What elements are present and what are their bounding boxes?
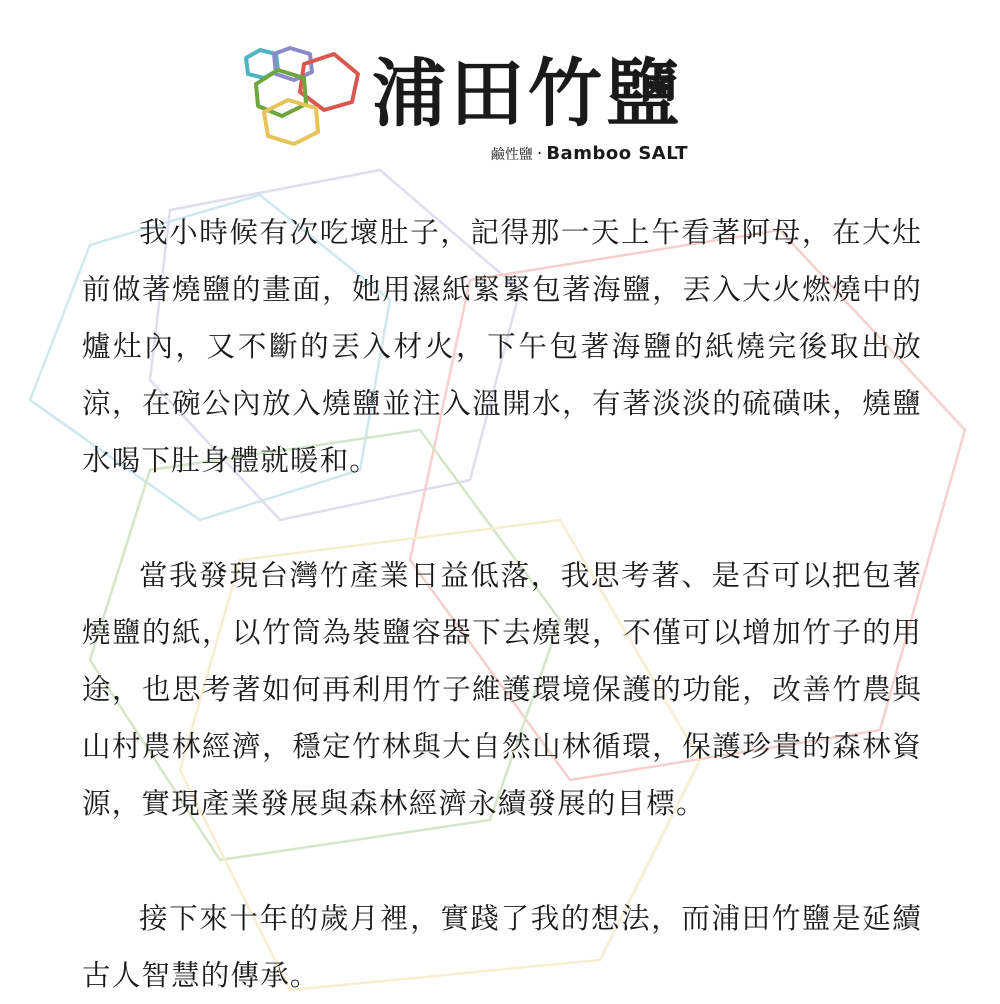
brand-tagline [491,142,688,167]
hexagon-logo-icon [238,44,362,148]
tagline-cn: 鹼性鹽 [490,147,533,163]
tagline-en: Bamboo SALT [546,143,688,164]
story-content [82,204,922,1004]
tagline-separator: · [536,144,543,164]
story-paragraph-2: 當我發現台灣竹產業日益低落，我思考著、是否可以把包著燒鹽的紙，以竹筒為裝鹽容器下去燒製，不僅可以增加竹子的用途，也思考著如何再利用竹子維護環境保護的功能，改善竹農與山村農林經濟，穩定竹林與大自然山林循環，保護珍貴的森林資源，實現產業發展與森林經濟永續發展的目標。 [82,559,922,820]
story-paragraph-3: 接下來十年的歲月裡，實踐了我的想法，而浦田竹鹽是延續古人智慧的傳承。 [82,902,922,992]
header [0,0,1000,180]
story-paragraph-1: 我小時候有次吃壞肚子，記得那一天上午看著阿母，在大灶前做著燒鹽的畫面，她用濕紙緊緊包著海鹽，丟入大火燃燒中的爐灶內，又不斷的丟入材火，下午包著海鹽的紙燒完後取出放涼，在碗公內放入燒鹽並注入溫開水，有著淡淡的硫磺味，燒鹽水喝下肚身體就暖和。 [82,216,922,477]
brand-name: 浦田竹鹽 [372,51,684,137]
